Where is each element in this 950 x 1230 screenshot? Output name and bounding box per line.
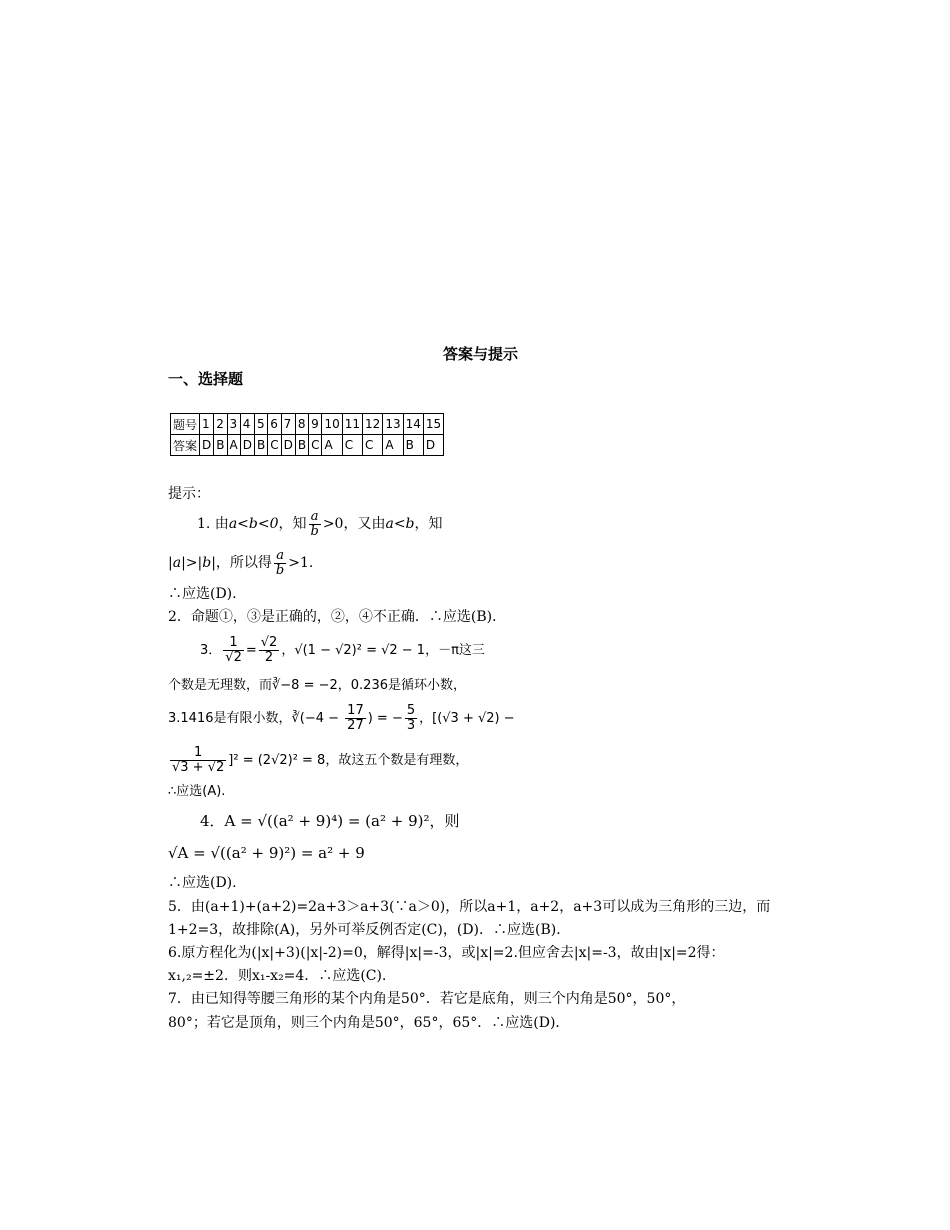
fraction: $\frac{5}{3}$ [406,703,416,733]
hint-2: 2．命题①，③是正确的，②，④不正确．∴应选(B)． [168,609,507,625]
table-cell: B [295,435,308,456]
fraction: $\frac{√2}{2}$ [260,635,278,665]
fraction: $\frac{a}{b}$ [310,508,319,539]
table-cell: D [281,435,295,456]
hint-6-line-2: x₁,₂=±2．则x₁-x₂=4．∴应选(C)． [168,968,396,984]
table-cell: A [322,435,342,456]
table-cell: 12 [363,414,383,435]
table-header-cell: 题号 [171,414,200,435]
table-cell: 10 [322,414,342,435]
hint-3-line-3: 3.1416是有限小数，∛(−4 − $\frac{17}{27}$ ) = − $\frac{5}{3}$ ，[(√3 + √2) − [168,703,515,733]
table-cell: B [403,435,423,456]
table-cell: 14 [403,414,423,435]
table-cell: 15 [423,414,443,435]
table-cell: 9 [309,414,322,435]
answer-table [170,413,444,456]
fraction: $\frac{1}{√3 + √2}$ [172,745,225,775]
section-heading: 一、选择题 [168,370,244,388]
hint-4-line-2: √A = √((a² + 9)²) = a² + 9 [168,844,365,862]
page-title: 答案与提示 [443,345,519,363]
hint-1-line-1: 1. 由a<b<0，知 $\frac{a}{b}$ >0，又由a<b，知 [197,508,443,539]
table-cell: 7 [281,414,295,435]
table-header-cell: 答案 [171,435,200,456]
hint-3-line-2: 个数是无理数，而∛−8 = −2，0.236是循环小数， [168,678,466,693]
hint-5-line-1: 5．由(a+1)+(a+2)=2a+3＞a+3(∵a＞0)，所以a+1，a+2，a+3可以成为三角形的三边，而 [168,899,771,915]
hint-1-line-3: ∴应选(D). [168,586,237,602]
table-cell: C [309,435,322,456]
table-cell: B [214,435,227,456]
table-row [171,414,444,435]
fraction: $\frac{1}{√2}$ [225,635,242,665]
table-cell: A [383,435,403,456]
table-cell: C [342,435,362,456]
table-cell: 8 [295,414,308,435]
table-cell: C [268,435,281,456]
hint-6-line-1: 6.原方程化为(|x|+3)(|x|-2)=0，解得|x|=-3，或|x|=2.但应舍去|x|=-3，故由|x|=2得： [168,945,725,961]
hint-7-line-1: 7．由已知得等腰三角形的某个内角是50°．若它是底角，则三个内角是50°，50°， [168,991,686,1007]
hint-3-line-1: 3． $\frac{1}{√2}$ = $\frac{√2}{2}$ ，√(1 − √2)² = √2 − 1，－π这三 [200,635,485,665]
table-cell: D [240,435,254,456]
hint-3-line-5: ∴应选(A). [168,784,226,799]
table-cell: 11 [342,414,362,435]
hint-4-line-3: ∴应选(D). [168,875,237,891]
table-cell: 6 [268,414,281,435]
hint-7-line-2: 80°；若它是顶角，则三个内角是50°，65°，65°．∴应选(D)． [168,1015,570,1031]
fraction: $\frac{17}{27}$ [347,703,364,733]
hints-label: 提示： [168,486,210,502]
table-cell: C [363,435,383,456]
table-cell: D [423,435,443,456]
table-cell: A [227,435,240,456]
table-cell: 2 [214,414,227,435]
hint-4-line-1: 4．A = √((a² + 9)⁴) = (a² + 9)²，则 [200,812,460,830]
hint-5-line-2: 1+2=3，故排除(A)，另外可举反例否定(C)，(D)．∴应选(B)． [168,922,571,938]
table-cell: B [254,435,267,456]
hint-3-line-4: $\frac{1}{√3 + √2}$ ]² = (2√2)² = 8，故这五个数是有理数， [172,745,469,775]
table-cell: 3 [227,414,240,435]
fraction: $\frac{a}{b}$ [275,547,285,578]
table-cell: 4 [240,414,254,435]
table-cell: 1 [200,414,214,435]
hint-1-line-2: |a|>|b|，所以得 $\frac{a}{b}$ >1. [168,547,314,578]
table-cell: 13 [383,414,403,435]
table-cell: D [200,435,214,456]
table-row [171,435,444,456]
table-cell: 5 [254,414,267,435]
